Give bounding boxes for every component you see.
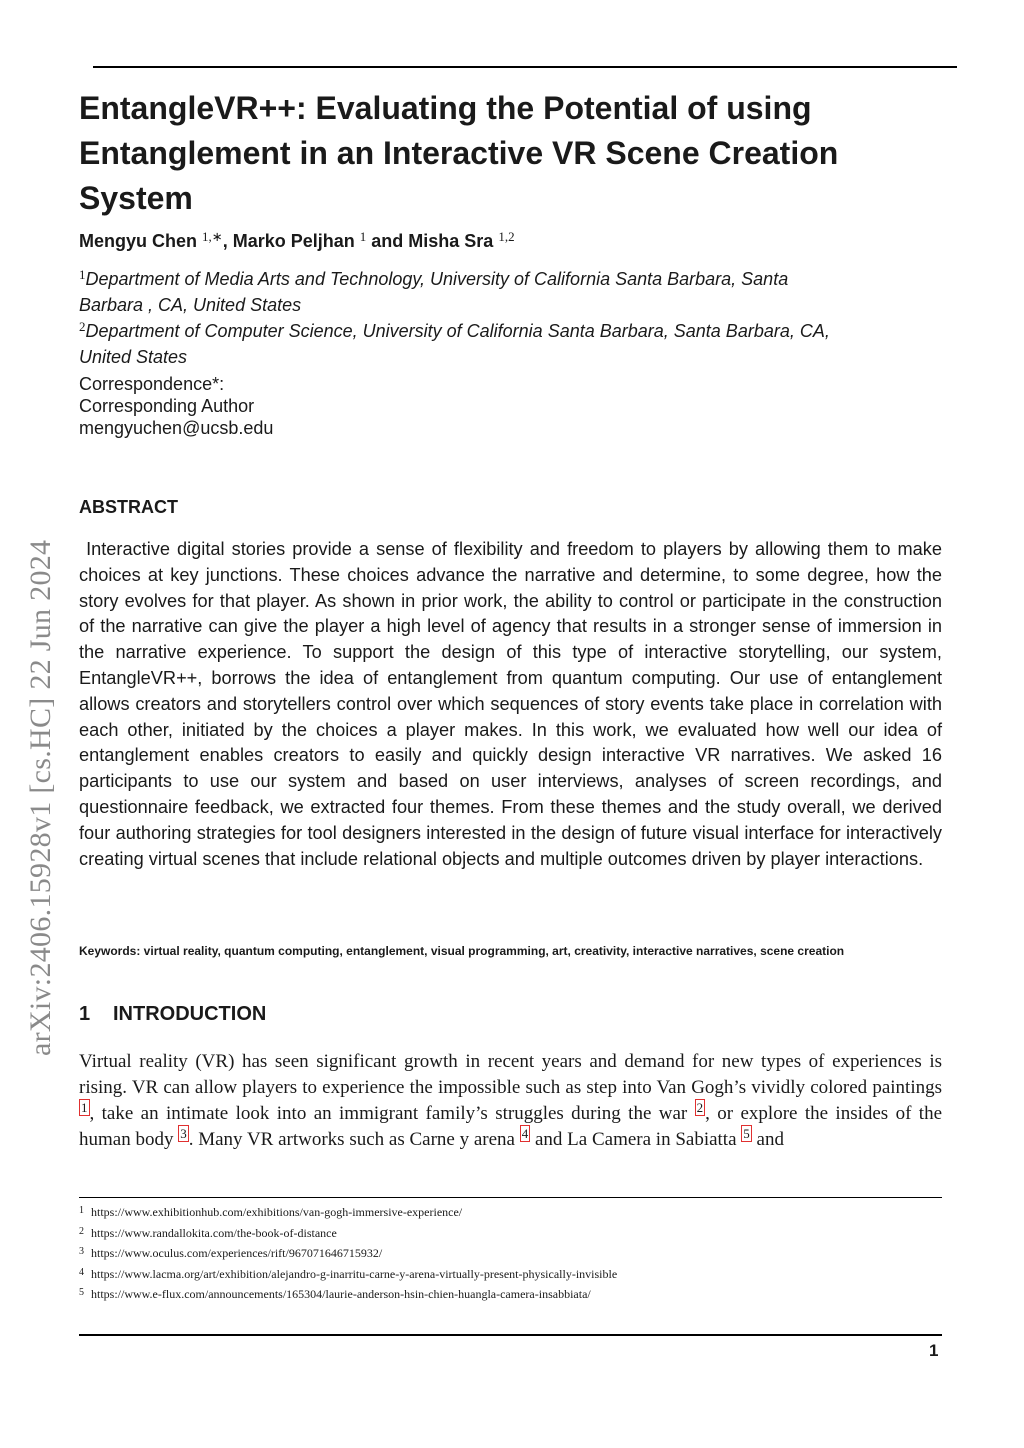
section-heading-introduction — [79, 1003, 266, 1026]
author-separator: , — [222, 231, 233, 251]
footnote — [79, 1285, 959, 1302]
footnote-number: 1 — [79, 1205, 84, 1216]
footnote-url[interactable]: https://www.lacma.org/art/exhibition/alejandro-g-inarritu-carne-y-arena-virtually-present-physically-invisible — [91, 1267, 618, 1281]
footnote-ref-link[interactable]: 2 — [696, 1100, 704, 1115]
footnote-number: 4 — [79, 1267, 84, 1278]
author-list — [79, 229, 959, 252]
arxiv-stamp: arXiv:2406.15928v1 [cs.HC] 22 Jun 2024 — [24, 539, 57, 1056]
abstract-text — [79, 537, 942, 872]
section-number: 1 — [79, 1003, 91, 1025]
introduction-paragraph — [79, 1049, 942, 1153]
affiliation-text: Department of Media Arts and Technology, University of California Santa Barbara, Santa Barbara , CA, United States — [79, 269, 789, 315]
footnote-url[interactable]: https://www.oculus.com/experiences/rift/967071646715932/ — [91, 1246, 383, 1260]
keywords: Keywords: virtual reality, quantum computing, entanglement, visual programming, art, creativity, interactive narratives, scene creation — [79, 944, 845, 958]
correspondence-email[interactable]: mengyuchen@ucsb.edu — [79, 418, 274, 438]
footnote — [79, 1265, 959, 1282]
footnote-url[interactable]: https://www.exhibitionhub.com/exhibitions/van-gogh-immersive-experience/ — [91, 1205, 463, 1219]
intro-text: , or explore the insides of the human body — [79, 1103, 942, 1150]
intro-text: and La Camera in Sabiatta — [530, 1129, 742, 1150]
author-affiliation-marker: 1 — [359, 229, 367, 244]
affiliation-number: 1 — [79, 267, 86, 282]
footnote-number: 3 — [79, 1246, 84, 1257]
intro-text: . Many VR artworks such as Carne y arena — [188, 1129, 520, 1150]
footnote-ref-link[interactable]: 4 — [521, 1126, 529, 1141]
correspondence-label: Correspondence*: — [79, 374, 225, 394]
footnote — [79, 1244, 959, 1261]
author-name: Misha Sra — [408, 231, 494, 251]
footnote-rule — [79, 1197, 942, 1198]
page-number: 1 — [929, 1341, 939, 1360]
footnote-ref-link[interactable]: 3 — [180, 1126, 187, 1141]
author-name: Marko Peljhan — [232, 231, 355, 251]
footnote-url[interactable]: https://www.e-flux.com/announcements/165304/laurie-anderson-hsin-chien-huangla-camera-insabbiata/ — [91, 1287, 591, 1301]
affiliation — [79, 314, 839, 370]
correspondence-name: Corresponding Author — [79, 396, 255, 416]
footnote-number: 5 — [79, 1287, 84, 1298]
author-separator: and — [366, 231, 409, 251]
section-title: INTRODUCTION — [113, 1003, 267, 1025]
footnote-url[interactable]: https://www.randallokita.com/the-book-of-distance — [91, 1226, 337, 1240]
affiliation — [79, 262, 849, 318]
intro-text: and — [751, 1129, 784, 1150]
intro-text: Virtual reality (VR) has seen significant growth in recent years and demand for new types of experiences is rising. VR can allow players to experience the impossible such as step into Van Gogh’s vividly colored paintings — [79, 1051, 942, 1098]
author-name: Mengyu Chen — [79, 231, 198, 251]
footnote — [79, 1224, 959, 1241]
footnote-number: 2 — [79, 1226, 84, 1237]
footnote-ref-link[interactable]: 5 — [743, 1126, 750, 1141]
paper-title: EntangleVR++: Evaluating the Potential of using Entanglement in an Interactive VR Scene Creation System — [79, 90, 839, 216]
abstract-heading: ABSTRACT — [79, 497, 178, 517]
correspondence-block — [79, 373, 273, 439]
footnote — [79, 1203, 959, 1220]
author-affiliation-marker: 1,∗ — [202, 229, 223, 244]
top-rule — [93, 66, 957, 68]
abstract-body: Interactive digital stories provide a sense of flexibility and freedom to players by allowing them to make choices at key junctions. These choices advance the narrative and determine, to some degree, how the story evolves for that player. As shown in prior work, the ability to control or participate in the construction of the narrative can give the player a high level of agency that results in a stronger sense of immersion in the narrative experience. To support the design of this type of interactive storytelling, our system, EntangleVR++, borrows the idea of entanglement from quantum computing. Our use of entanglement allows creators and storytellers control over which sequences of story events take place in correlation with each other, initiated by the choices a player makes. In this work, we evaluated how well our idea of entanglement enables creators to easily and quickly design interactive VR narratives. We asked 16 participants to use our system and based on user interviews, analyses of screen recordings, and questionnaire feedback, we extracted four themes. From these themes and the study overall, we derived four authoring strategies for tool designers interested in the design of future visual interface for interactively creating virtual scenes that include relational objects and multiple outcomes driven by player interactions. — [79, 539, 942, 869]
affiliation-number: 2 — [79, 319, 86, 334]
footnote-ref-link[interactable]: 1 — [81, 1100, 88, 1115]
bottom-rule — [79, 1334, 942, 1336]
author-affiliation-marker: 1,2 — [498, 229, 515, 244]
affiliation-text: Department of Computer Science, University of California Santa Barbara, Santa Barbara, CA, United States — [79, 321, 830, 367]
intro-text: , take an intimate look into an immigrant family’s struggles during the war — [89, 1103, 695, 1124]
